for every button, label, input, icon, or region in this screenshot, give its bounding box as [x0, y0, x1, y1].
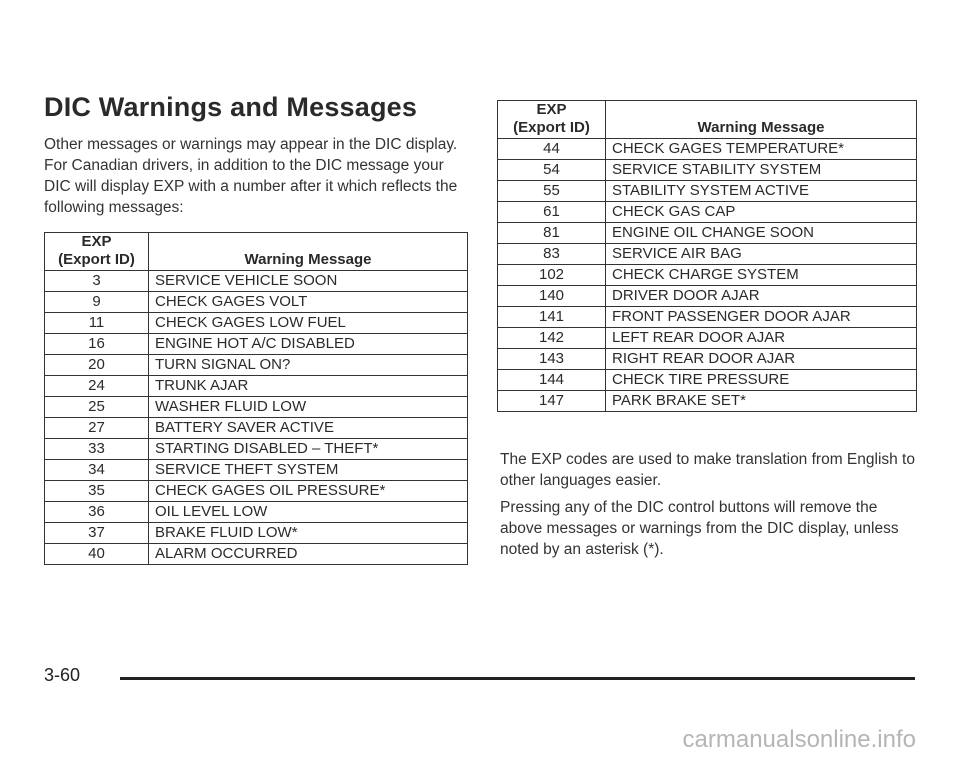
export-id-cell: 147 — [498, 391, 606, 412]
warning-message-cell: BRAKE FLUID LOW* — [149, 523, 468, 544]
export-id-cell: 142 — [498, 328, 606, 349]
table-row — [45, 439, 468, 460]
watermark: carmanualsonline.info — [682, 726, 916, 753]
export-id-cell: 27 — [45, 418, 149, 439]
export-id-cell: 54 — [498, 160, 606, 181]
table-row — [498, 286, 917, 307]
export-id-cell: 144 — [498, 370, 606, 391]
export-id-cell: 24 — [45, 376, 149, 397]
intro-paragraph: Other messages or warnings may appear in the DIC display. For Canadian drivers, in addition to the DIC message your DIC will display EXP with a number after it which reflects the following messages: — [44, 136, 458, 216]
table-row — [498, 160, 917, 181]
table-row — [498, 328, 917, 349]
warning-message-cell: LEFT REAR DOOR AJAR — [606, 328, 917, 349]
table-row — [45, 355, 468, 376]
export-id-cell: 61 — [498, 202, 606, 223]
warning-message-cell: CHECK GAGES TEMPERATURE* — [606, 139, 917, 160]
export-id-cell: 81 — [498, 223, 606, 244]
export-id-cell: 25 — [45, 397, 149, 418]
warning-message-cell: TURN SIGNAL ON? — [149, 355, 468, 376]
table-row — [498, 244, 917, 265]
export-id-cell: 3 — [45, 271, 149, 292]
export-id-cell: 36 — [45, 502, 149, 523]
table-header-row — [498, 101, 917, 139]
table-row — [45, 292, 468, 313]
warning-table-left — [44, 232, 468, 565]
export-id-cell: 35 — [45, 481, 149, 502]
export-id-cell: 44 — [498, 139, 606, 160]
warning-message-cell: CHECK CHARGE SYSTEM — [606, 265, 917, 286]
table-row — [45, 313, 468, 334]
table-row — [498, 181, 917, 202]
export-id-cell: 16 — [45, 334, 149, 355]
warning-message-cell: RIGHT REAR DOOR AJAR — [606, 349, 917, 370]
warning-message-cell: SERVICE STABILITY SYSTEM — [606, 160, 917, 181]
warning-message-cell: CHECK GAS CAP — [606, 202, 917, 223]
asterisk-note-paragraph: Pressing any of the DIC control buttons will remove the above messages or warnings from the DIC display, unless noted by an asterisk (*). — [500, 499, 899, 558]
table-header-row — [45, 233, 468, 271]
table-row — [498, 265, 917, 286]
page-number: 3-60 — [44, 665, 81, 685]
warning-message-cell: CHECK GAGES OIL PRESSURE* — [149, 481, 468, 502]
warning-message-cell: SERVICE AIR BAG — [606, 244, 917, 265]
export-id-cell: 141 — [498, 307, 606, 328]
export-id-cell: 83 — [498, 244, 606, 265]
warning-message-header: Warning Message — [149, 233, 468, 271]
table-row — [45, 334, 468, 355]
warning-message-cell: OIL LEVEL LOW — [149, 502, 468, 523]
warning-message-cell: BATTERY SAVER ACTIVE — [149, 418, 468, 439]
table-row — [45, 481, 468, 502]
warning-message-cell: DRIVER DOOR AJAR — [606, 286, 917, 307]
export-id-cell: 20 — [45, 355, 149, 376]
table-row — [498, 139, 917, 160]
warning-message-cell: ALARM OCCURRED — [149, 544, 468, 565]
page-title: DIC Warnings and Messages — [44, 92, 418, 122]
export-id-cell: 102 — [498, 265, 606, 286]
export-id-cell: 11 — [45, 313, 149, 334]
translation-note-paragraph: The EXP codes are used to make translation from English to other languages easier. — [500, 451, 915, 489]
table-row — [498, 391, 917, 412]
warning-message-cell: PARK BRAKE SET* — [606, 391, 917, 412]
table-row — [45, 418, 468, 439]
warning-message-cell: ENGINE OIL CHANGE SOON — [606, 223, 917, 244]
table-row — [498, 223, 917, 244]
warning-message-header: Warning Message — [606, 101, 917, 139]
export-id-header: EXP (Export ID) — [45, 233, 149, 271]
warning-message-cell: CHECK GAGES LOW FUEL — [149, 313, 468, 334]
table-row — [498, 349, 917, 370]
export-id-cell: 37 — [45, 523, 149, 544]
warning-table-right — [497, 100, 917, 412]
warning-message-cell: STARTING DISABLED – THEFT* — [149, 439, 468, 460]
export-id-cell: 55 — [498, 181, 606, 202]
warning-message-cell: SERVICE VEHICLE SOON — [149, 271, 468, 292]
table-row — [45, 502, 468, 523]
export-id-header: EXP (Export ID) — [498, 101, 606, 139]
export-id-cell: 34 — [45, 460, 149, 481]
export-id-cell: 9 — [45, 292, 149, 313]
table-row — [45, 397, 468, 418]
warning-message-cell: STABILITY SYSTEM ACTIVE — [606, 181, 917, 202]
table-row — [45, 523, 468, 544]
warning-message-cell: CHECK TIRE PRESSURE — [606, 370, 917, 391]
warning-message-cell: WASHER FLUID LOW — [149, 397, 468, 418]
warning-message-cell: SERVICE THEFT SYSTEM — [149, 460, 468, 481]
table-row — [498, 202, 917, 223]
warning-message-cell: FRONT PASSENGER DOOR AJAR — [606, 307, 917, 328]
table-row — [45, 271, 468, 292]
export-id-cell: 40 — [45, 544, 149, 565]
table-row — [45, 460, 468, 481]
warning-message-cell: TRUNK AJAR — [149, 376, 468, 397]
table-row — [498, 370, 917, 391]
warning-message-cell: ENGINE HOT A/C DISABLED — [149, 334, 468, 355]
export-id-cell: 140 — [498, 286, 606, 307]
table-row — [498, 307, 917, 328]
table-row — [45, 376, 468, 397]
table-row — [45, 544, 468, 565]
export-id-cell: 33 — [45, 439, 149, 460]
export-id-cell: 143 — [498, 349, 606, 370]
footer-rule — [120, 677, 915, 680]
warning-message-cell: CHECK GAGES VOLT — [149, 292, 468, 313]
